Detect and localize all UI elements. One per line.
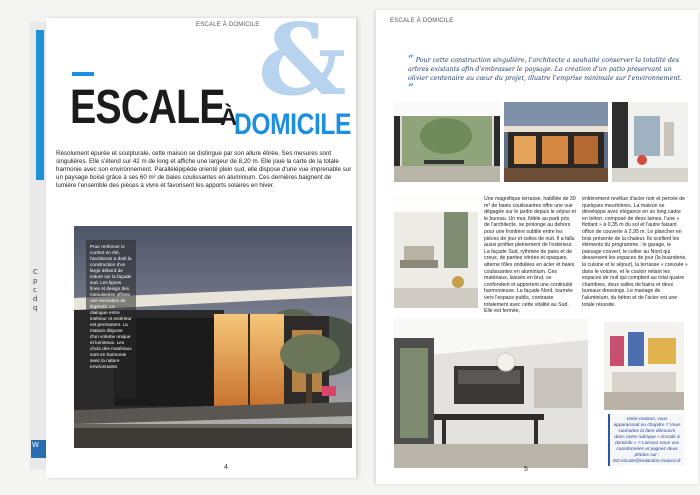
page-number-right: 5 <box>524 466 528 473</box>
page-title-escale: ESCALE <box>70 81 225 134</box>
section-label-left: ESCALE À DOMICILE <box>196 22 260 28</box>
pull-quote-text: Pour cette construction singulière, l'architecte a souhaité conserver la totalité des arbres existants afin d'embrasser le paysage. La création d'un patio préservant un olivier centenaire au cœur du projet, illustre l'emprise minimale sur l'environnement. <box>408 57 682 82</box>
kitchen-dining-photo <box>394 318 588 468</box>
living-room-photo <box>394 196 478 308</box>
previous-page-badge: W <box>31 440 51 458</box>
page-number-left: 4 <box>224 464 228 471</box>
page-title-domicile: DOMICILE <box>234 108 351 141</box>
reader-callout-box: Votre maison, vous apparaissait au chapitre ? Vous souhaitez la faire découvrir dans notre rubrique « Escale à domicile » ? Laissez-nous vos coordonnées et joignez deux photos sur : ED.escale@redaction-maison.fr <box>608 414 684 466</box>
left-page <box>46 3 356 478</box>
right-page <box>376 10 698 484</box>
ampersand-decoration: & <box>258 3 347 118</box>
title-accent-bar <box>72 72 94 76</box>
facade-night-photo <box>504 102 608 182</box>
interior-corridor-photo <box>612 102 688 182</box>
terrace-photo <box>394 102 500 182</box>
section-label-right: ESCALE À DOMICILE <box>390 18 454 24</box>
previous-page-accent <box>36 30 44 180</box>
open-quote-icon: “ <box>408 54 414 65</box>
close-quote-icon: ” <box>408 83 414 94</box>
body-column-right: entièrement revêtue d'acier noir et percée de quelques meurtrières. La maison se développe avec élégance en un long cadre en béton, composé de deux lames, l'une « flottant » à 0,35 m du sol et l'autre faisant office de couverte à 2,95 m. Le plancher en bois présente de la chaleur. Ils scellent les éléments du programme : le garage, le passage couvert, le cellier au Nord qui desservent les espaces de jour (la buanderie, la cuisine et le séjour), la terrasse « creusée » dans le volume, et le couloir reliant les espaces de nuit qui comptent au total quatre chambres, deux salles de bains et deux bureaux dressings. Le mariage de l'aluminium, du béton et de l'acier est une totale réussite. <box>582 196 688 308</box>
pull-quote <box>408 54 688 94</box>
photo-caption-overlay: Pour renforcer le confort en été, l'architecte a doté la construction d'un large débord de toiture sur la façade sud. Les lignes fines et design des menuiseries offrent une sensation de légèreté. Le dialogue entre intérieur et extérieur est permanent. La maison dispose d'un volume unique et lumineux. Les choix des matériaux sont en harmonie avec la nature environnante. <box>86 240 136 398</box>
bedroom-art-photo <box>604 322 684 410</box>
previous-page-text: C p c d q <box>33 268 38 312</box>
body-column-left: Une magnifique terrasse, habillée de 30 m² de baies coulissantes offre une vue dégagée sur le jardin depuis le séjour et le bureau. Un mur, fidèle au parti pris de l'architecte, se prolonge au dehors pour une frontière subtile entre les pièces de jour et celles de nuit. Il a fallu aussi profiter pleinement de l'extérieur. La façade Sud, rythmée de pans et de creux, de parties vitrées et opaques, alterne tôles ondulées en acier et baies coulissantes en aluminium. Ces matériaux, laissés en brut, se confondent et apportent une continuité harmonieuse. La façade Nord, tournée vers l'espace public, contraste totalement avec cette vitalité au Sud. Elle est fermée, <box>484 196 576 315</box>
intro-paragraph: Résolument épurée et sculpturale, cette maison se distingue par son allure étirée. Ses mesures sont singulières. Elle s'étend sur 42 m de long et affiche une largeur de 8,20 m. Elle joue la carte de la totale harmonie avec son environnement. Parallélépipède orienté plein sud, elle dispose d'une vue imprenable sur un paysage boisé grâce à ses 60 m² de baies coulissantes en aluminium. Ces dernières baignent de lumière l'ensemble des pièces à vivre et favorisent les apports solaires en hiver. <box>56 150 352 189</box>
page-title-accent-letter: À <box>220 104 238 131</box>
